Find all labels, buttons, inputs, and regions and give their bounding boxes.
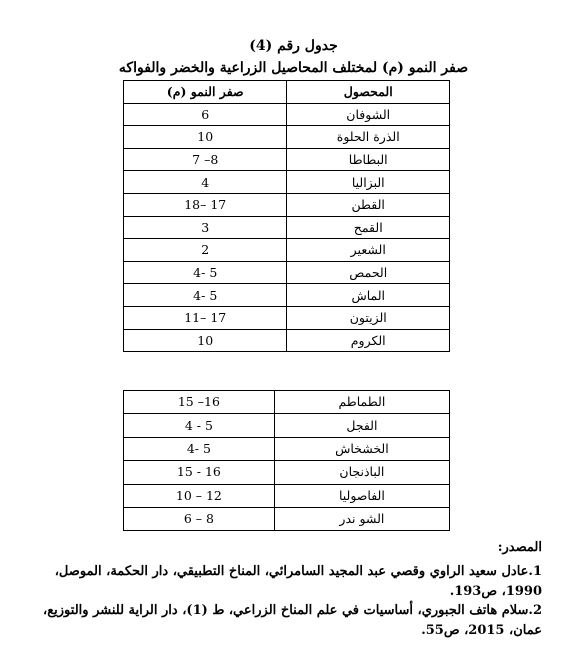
growth-zero-value: 15 –16 [177,394,220,410]
growth-zero-value: 10 [197,129,214,145]
crop-cell: الزيتون [287,306,450,329]
crop-cell: الكروم [287,329,450,352]
growth-zero-value: 4- 5 [193,287,218,303]
table-row [124,193,450,216]
growth-zero-cell [124,507,275,530]
growth-zero-value: 4- 5 [193,265,218,281]
crop-column-header: المحصول [287,81,450,104]
table-row [124,284,450,307]
table-header-row [124,81,450,104]
table-row [124,414,450,437]
growth-zero-value: 3 [201,219,210,235]
growth-zero-table-2 [123,390,450,531]
crop-cell: الذرة الحلوة [287,126,450,149]
growth-zero-cell [124,437,275,460]
table-number: جدول رقم (4) [249,38,338,54]
growth-zero-value: 2 [201,242,210,258]
crop-cell: الفاصوليا [274,484,449,507]
growth-zero-cell [124,391,275,414]
growth-zero-cell [124,171,287,194]
crop-cell: الفجل [274,414,449,437]
table-row [124,484,450,507]
table-row [124,239,450,262]
growth-zero-cell [124,329,287,352]
table-row [124,461,450,484]
growth-zero-value: 4- 5 [186,440,211,456]
growth-zero-cell [124,484,275,507]
growth-zero-cell [124,306,287,329]
growth-zero-cell [124,414,275,437]
growth-zero-value: 4 - 5 [184,417,213,433]
crop-cell: الشوفان [287,103,450,126]
table-title: صفر النمو (م) لمختلف المحاصيل الزراعية والخضر والفواكه [118,60,469,76]
crop-cell: البزاليا [287,171,450,194]
source-item-1: 1.عادل سعيد الراوي وقصي عبد المجيد السامرائي، المناخ التطبيقي، دار الحكمة، الموصل، 1990، ص193. [54,564,542,599]
growth-zero-value: 11– 17 [184,310,227,326]
growth-zero-value: 7 –8 [192,152,219,168]
growth-zero-value: 10 [197,332,214,348]
crop-cell: الماش [287,284,450,307]
table-row [124,261,450,284]
crop-cell: الباذنجان [274,461,449,484]
growth-zero-value: 18– 17 [184,197,227,213]
table-row [124,103,450,126]
growth-zero-cell [124,461,275,484]
table-row [124,306,450,329]
table-row [124,148,450,171]
table-row [124,437,450,460]
sources-label: المصدر: [497,540,542,555]
crop-cell: الشعير [287,239,450,262]
growth-zero-cell [124,261,287,284]
crop-cell: الخشخاش [274,437,449,460]
growth-zero-cell [124,103,287,126]
crop-cell: القطن [287,193,450,216]
growth-zero-cell [124,216,287,239]
growth-zero-value: 6 [201,106,210,122]
growth-zero-cell [124,284,287,307]
source-item-2: 2.سلام هاتف الجبوري، أساسيات في علم المناخ الزراعي، ط (1)، دار الراية للنشر والتوزيع، عمان، 2015، ص55. [43,603,542,638]
crop-cell: الحمص [287,261,450,284]
growth-zero-cell [124,193,287,216]
growth-zero-value: 15 - 16 [176,464,221,480]
crop-cell: القمح [287,216,450,239]
growth-zero-value: 6 – 8 [183,511,214,527]
growth-zero-value: 10 – 12 [175,487,222,503]
table-row [124,216,450,239]
table-row [124,126,450,149]
crop-cell: الطماطم [274,391,449,414]
table-row [124,391,450,414]
table-row [124,507,450,530]
growth-zero-column-header: صفر النمو (م) [124,81,287,104]
crop-cell: الشو ندر [274,507,449,530]
growth-zero-cell [124,148,287,171]
table-row [124,329,450,352]
growth-zero-value: 4 [201,174,210,190]
growth-zero-cell [124,239,287,262]
growth-zero-cell [124,126,287,149]
growth-zero-table-1 [123,80,450,352]
crop-cell: البطاطا [287,148,450,171]
table-row [124,171,450,194]
